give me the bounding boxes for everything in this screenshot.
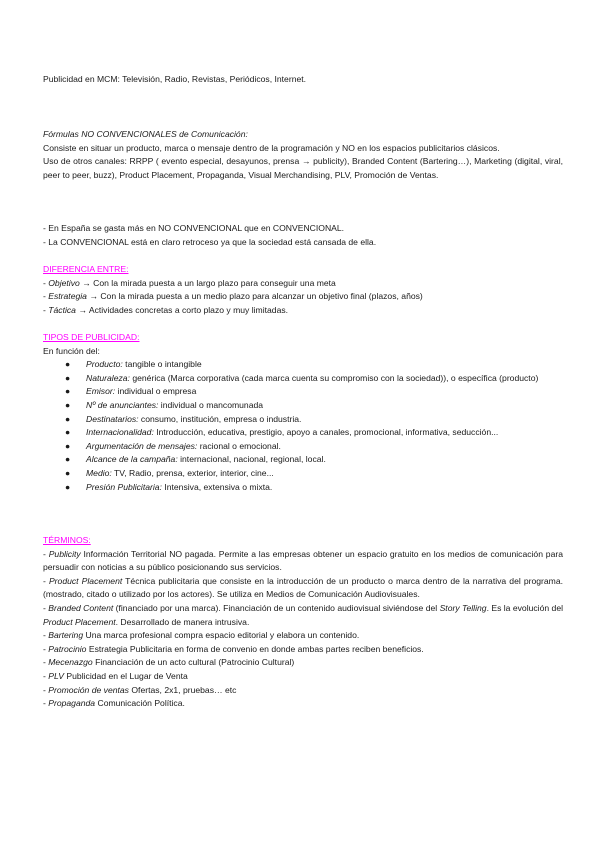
diferencia-heading: DIFERENCIA ENTRE: bbox=[43, 264, 129, 274]
diferencia-item: - Táctica → Actividades concretas a corto plazo y muy limitadas. bbox=[43, 304, 289, 315]
list-item: ● Alcance de la campaña: internacional, nacional, regional, local. bbox=[43, 453, 563, 467]
bullet-icon: ● bbox=[65, 454, 71, 465]
term-item: - Patrocinio Estrategia Publicitaria en forma de convenio en donde ambas partes reciben beneficios. bbox=[43, 643, 424, 654]
term-publicity: - Publicity Información Territorial NO pagada. Permite a las empresas obtener un espacio gratuito en los medios de comunicación para persuadir con noticias a su público posicionando sus servicios. bbox=[43, 548, 563, 573]
bullet-icon: ● bbox=[65, 427, 71, 438]
term-item: - Propaganda Comunicación Política. bbox=[43, 698, 185, 709]
term-item: - Mecenazgo Financiación de un acto cultural (Patrocinio Cultural) bbox=[43, 657, 295, 668]
bullet-icon: ● bbox=[65, 386, 71, 397]
diferencia-item: - Objetivo → Con la mirada puesta a un largo plazo para conseguir una meta bbox=[43, 277, 336, 288]
bullet-icon: ● bbox=[65, 399, 71, 410]
diferencia-section bbox=[43, 263, 563, 317]
list-item: ● Argumentación de mensajes: racional o emocional. bbox=[43, 440, 563, 454]
no-convencionales-section bbox=[43, 128, 563, 182]
list-item: ● Destinatarios: consumo, institución, empresa o industria. bbox=[43, 413, 563, 427]
list-item: ● Producto: tangible o intangible bbox=[43, 358, 563, 372]
no-convencionales-heading: Fórmulas NO CONVENCIONALES de Comunicación: bbox=[43, 129, 248, 139]
term-branded-content: - Branded Content (financiado por una marca). Financiación de un contenido audiovisual siviéndose del Story Telling. Es la evolución del Product Placement. Desarrollado de manera intrusiva. bbox=[43, 602, 564, 627]
no-convencionales-channels: Uso de otros canales: RRPP ( evento especial, desayunos, prensa → publicity), Branded Content (Bartering…), Marketing (digital, viral, peer to peer, buzz), Product Placement, Propaganda, Visual Merchandising, PLV, Promoción de Ventas. bbox=[43, 156, 563, 180]
list-item: ● Internacionalidad: Introducción, educativa, prestigio, apoyo a canales, promocional, informativa, seducción... bbox=[43, 426, 563, 440]
list-item: ● Presión Publicitaria: Intensiva, extensiva o mixta. bbox=[43, 481, 563, 495]
notes-section bbox=[43, 222, 563, 249]
terminos-heading: TÉRMINOS: bbox=[43, 535, 91, 545]
bullet-icon: ● bbox=[65, 359, 71, 370]
tipos-intro: En función del: bbox=[43, 345, 100, 356]
note-line: - La CONVENCIONAL está en claro retroceso ya que la sociedad está cansada de ella. bbox=[43, 236, 377, 247]
note-line: - En España se gasta más en NO CONVENCIONAL que en CONVENCIONAL. bbox=[43, 223, 345, 233]
no-convencionales-definition: Consiste en situar un producto, marca o mensaje dentro de la programación y NO en los espacios publicitarios clásicos. bbox=[43, 142, 500, 153]
bullet-icon: ● bbox=[65, 413, 71, 424]
list-item: ● Emisor: individual o empresa bbox=[43, 385, 563, 399]
term-item: - PLV Publicidad en el Lugar de Venta bbox=[43, 670, 188, 681]
bullet-icon: ● bbox=[65, 440, 71, 451]
terminos-section bbox=[43, 534, 563, 711]
list-item: ● Nº de anunciantes: individual o mancomunada bbox=[43, 399, 563, 413]
tipos-section bbox=[43, 331, 563, 494]
term-item: - Promoción de ventas Ofertas, 2x1, pruebas… etc bbox=[43, 684, 237, 695]
bullet-icon: ● bbox=[65, 467, 71, 478]
list-item: ● Medio: TV, Radio, prensa, exterior, interior, cine... bbox=[43, 467, 563, 481]
bullet-icon: ● bbox=[65, 481, 71, 492]
diferencia-item: - Estrategia → Con la mirada puesta a un medio plazo para alcanzar un objetivo final (plazos, años) bbox=[43, 291, 423, 302]
tipos-list bbox=[43, 358, 563, 494]
bullet-icon: ● bbox=[65, 372, 71, 383]
intro-line: Publicidad en MCM: Televisión, Radio, Revistas, Periódicos, Internet. bbox=[43, 74, 307, 84]
term-item: - Bartering Una marca profesional compra espacio editorial y elabora un contenido. bbox=[43, 630, 360, 641]
term-product-placement: - Product Placement Técnica publicitaria que consiste en la introducción de un producto o marca dentro de la narrativa del programa. (mostrado, citado o utilizado por los actores). Se utiliza en Medios de Comunicación Audiovisuales. bbox=[43, 575, 563, 600]
list-item: ● Naturaleza: genérica (Marca corporativa (cada marca cuenta su compromiso con la sociedad)), o específica (producto) bbox=[43, 372, 563, 386]
tipos-heading: TIPOS DE PUBLICIDAD: bbox=[43, 332, 140, 342]
